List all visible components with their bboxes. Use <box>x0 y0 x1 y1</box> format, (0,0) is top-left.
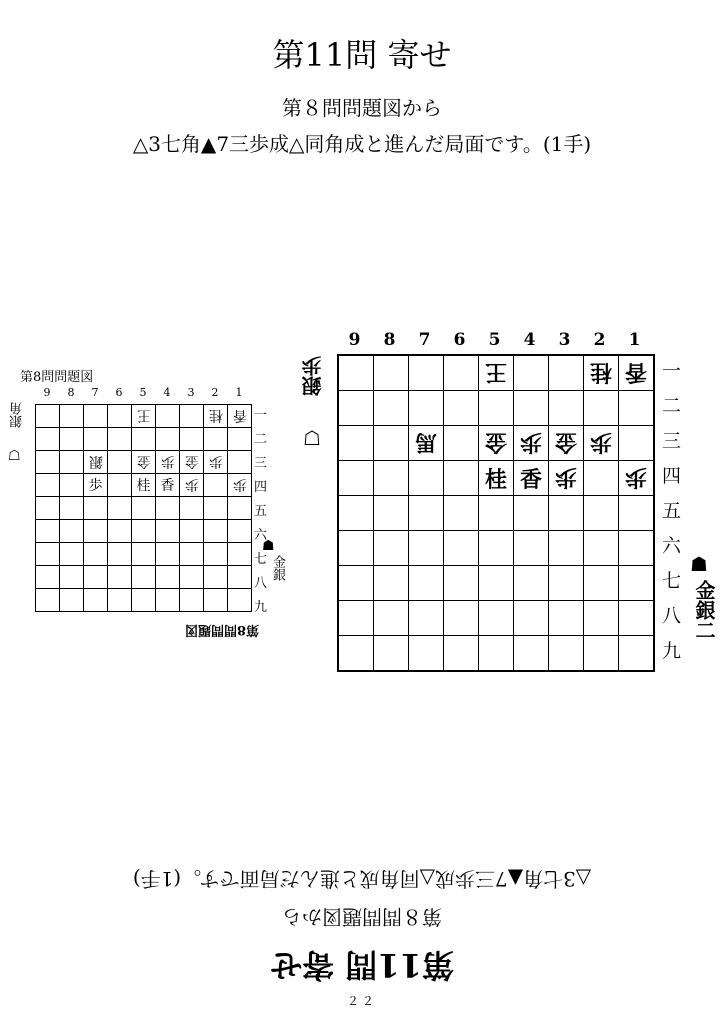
board-square <box>108 497 132 520</box>
board-square <box>180 451 204 474</box>
column-label: 1 <box>235 386 243 399</box>
board-square <box>60 405 84 428</box>
page-title: 第11問 寄せ <box>272 36 452 74</box>
board-square <box>204 405 228 428</box>
board-square <box>156 543 180 566</box>
board-square <box>60 451 84 474</box>
board-square <box>204 451 228 474</box>
shogi-piece: 王 <box>484 358 507 385</box>
board-square <box>36 497 60 520</box>
column-label: 2 <box>211 386 219 399</box>
board-square <box>228 589 252 612</box>
board-square <box>409 426 444 461</box>
column-label: 1 <box>628 330 641 350</box>
board-square <box>338 496 374 531</box>
board-square <box>374 601 409 636</box>
column-label: 7 <box>91 386 99 399</box>
row-label: 九 <box>662 640 682 662</box>
board-row <box>338 426 654 461</box>
board-square <box>60 543 84 566</box>
board-row <box>338 355 654 391</box>
board-square <box>374 566 409 601</box>
board-square <box>549 496 584 531</box>
small-sente-pentagon-icon: ☗ <box>262 538 275 554</box>
column-label: 4 <box>163 386 171 399</box>
board-square <box>108 405 132 428</box>
row-label: 八 <box>662 605 682 627</box>
row-label: 五 <box>254 504 268 519</box>
board-square <box>338 461 374 496</box>
shogi-piece: 金 <box>484 428 507 455</box>
board-square <box>132 497 156 520</box>
board-square <box>228 474 252 497</box>
row-label: 八 <box>254 576 268 591</box>
column-label: 8 <box>383 330 396 350</box>
shogi-piece: 歩 <box>88 478 103 494</box>
board-square <box>479 531 514 566</box>
board-row <box>338 531 654 566</box>
board-row <box>36 520 252 543</box>
board-square <box>444 426 479 461</box>
shogi-piece: 歩 <box>589 428 612 455</box>
board-square <box>549 531 584 566</box>
board-square <box>108 428 132 451</box>
board-square <box>36 520 60 543</box>
board-square <box>444 636 479 672</box>
shogi-piece: 王 <box>136 407 151 423</box>
row-label: 六 <box>254 528 268 543</box>
board-row <box>338 391 654 426</box>
column-label: 3 <box>187 386 195 399</box>
board-square <box>36 474 60 497</box>
board-square <box>584 601 619 636</box>
board-square <box>204 474 228 497</box>
board-square <box>514 496 549 531</box>
board-square <box>619 636 655 672</box>
board-square <box>338 355 374 391</box>
board-square <box>584 461 619 496</box>
board-square <box>479 496 514 531</box>
shogi-piece: 金 <box>184 453 199 469</box>
board-square <box>156 428 180 451</box>
board-square <box>409 636 444 672</box>
board-square <box>204 428 228 451</box>
column-label: 4 <box>523 330 536 350</box>
board-square <box>479 391 514 426</box>
board-square <box>180 589 204 612</box>
board-square <box>60 520 84 543</box>
row-label: 一 <box>662 360 682 382</box>
shogi-piece: 歩 <box>554 463 577 490</box>
board-square <box>204 520 228 543</box>
board-row <box>36 451 252 474</box>
shogi-piece: 歩 <box>232 476 247 492</box>
board-row <box>36 428 252 451</box>
board-square <box>374 496 409 531</box>
small-gote-triangle-icon: ☖ <box>8 448 21 464</box>
board-square <box>338 566 374 601</box>
board-square <box>132 405 156 428</box>
column-label: 2 <box>593 330 606 350</box>
large-gote-hand: 銀歩 <box>301 356 325 396</box>
board-square <box>60 589 84 612</box>
board-square <box>619 426 655 461</box>
column-label: 3 <box>558 330 571 350</box>
board-square <box>84 589 108 612</box>
shogi-piece: 歩 <box>208 453 223 469</box>
board-square <box>514 636 549 672</box>
board-square <box>132 566 156 589</box>
board-square <box>228 520 252 543</box>
column-label: 8 <box>67 386 75 399</box>
board-square <box>84 474 108 497</box>
board-square <box>156 497 180 520</box>
board-row <box>338 636 654 672</box>
board-square <box>374 461 409 496</box>
board-square <box>156 520 180 543</box>
board-row <box>36 566 252 589</box>
moves-description: △3七角▲7三歩成△同角成と進んだ局面です。(1手) <box>132 132 592 156</box>
board-square <box>228 428 252 451</box>
board-square <box>514 566 549 601</box>
board-square <box>156 474 180 497</box>
shogi-piece: 歩 <box>624 463 647 490</box>
board-square <box>514 355 549 391</box>
board-row <box>36 474 252 497</box>
board-square <box>204 543 228 566</box>
board-square <box>444 531 479 566</box>
row-label: 四 <box>662 465 682 487</box>
small-gote-hand: 銀角 <box>10 402 25 428</box>
board-square <box>444 601 479 636</box>
row-label: 二 <box>662 395 682 417</box>
board-square <box>36 589 60 612</box>
board-square <box>409 566 444 601</box>
board-square <box>374 636 409 672</box>
shogi-piece: 香 <box>232 407 247 423</box>
board-square <box>549 461 584 496</box>
large-sente-hand: 金銀二 <box>692 580 716 640</box>
board-square <box>549 636 584 672</box>
small-board-column-labels <box>35 386 251 399</box>
board-square <box>619 601 655 636</box>
board-square <box>514 461 549 496</box>
board-square <box>584 391 619 426</box>
board-row <box>338 461 654 496</box>
board-square <box>84 451 108 474</box>
board-square <box>60 474 84 497</box>
large-board-column-labels <box>337 330 652 350</box>
board-square <box>156 405 180 428</box>
board-square <box>444 566 479 601</box>
board-square <box>108 520 132 543</box>
board-square <box>204 497 228 520</box>
board-square <box>36 451 60 474</box>
row-label: 三 <box>254 456 268 471</box>
board-square <box>549 355 584 391</box>
board-square <box>156 451 180 474</box>
large-sente-pentagon-icon: ☗ <box>690 552 708 576</box>
row-label: 六 <box>662 535 682 557</box>
board-square <box>60 566 84 589</box>
board-square <box>514 531 549 566</box>
board-square <box>228 405 252 428</box>
board-square <box>444 496 479 531</box>
board-square <box>132 428 156 451</box>
board-square <box>549 426 584 461</box>
board-square <box>549 391 584 426</box>
board-square <box>409 496 444 531</box>
row-label: 九 <box>254 600 268 615</box>
shogi-piece: 歩 <box>519 428 542 455</box>
row-label: 四 <box>254 480 268 495</box>
shogi-piece: 香 <box>519 466 542 493</box>
board-square <box>549 566 584 601</box>
footer-subtitle: 第８問問題図から <box>282 905 442 929</box>
small-board-label-flipped: 第8問問題図 <box>185 622 260 637</box>
small-board-row-labels <box>254 404 267 620</box>
board-square <box>619 566 655 601</box>
board-square <box>108 589 132 612</box>
large-gote-triangle-icon: ☖ <box>303 426 321 450</box>
board-square <box>204 589 228 612</box>
large-board <box>337 354 655 672</box>
row-label: 三 <box>662 430 682 452</box>
column-label: 5 <box>139 386 147 399</box>
shogi-piece: 香 <box>160 478 175 494</box>
row-label: 一 <box>254 408 268 423</box>
board-square <box>549 601 584 636</box>
shogi-piece: 馬 <box>414 428 437 455</box>
board-square <box>180 428 204 451</box>
large-board-row-labels <box>662 354 681 669</box>
board-square <box>409 461 444 496</box>
board-square <box>132 589 156 612</box>
board-square <box>479 636 514 672</box>
column-label: 6 <box>115 386 123 399</box>
board-square <box>132 474 156 497</box>
board-square <box>584 531 619 566</box>
shogi-piece: 桂 <box>136 478 151 494</box>
board-square <box>132 520 156 543</box>
board-square <box>180 543 204 566</box>
row-label: 二 <box>254 432 268 447</box>
board-square <box>338 531 374 566</box>
column-label: 5 <box>488 330 501 350</box>
small-board <box>35 404 252 612</box>
board-row <box>36 497 252 520</box>
board-square <box>409 391 444 426</box>
board-square <box>619 355 655 391</box>
board-square <box>409 601 444 636</box>
shogi-piece: 金 <box>136 453 151 469</box>
board-square <box>180 405 204 428</box>
small-board-label: 第8問問題図 <box>20 370 94 385</box>
board-square <box>584 355 619 391</box>
shogi-piece: 歩 <box>184 476 199 492</box>
board-square <box>619 461 655 496</box>
board-square <box>228 497 252 520</box>
board-square <box>584 566 619 601</box>
board-row <box>36 405 252 428</box>
board-square <box>479 461 514 496</box>
page-subtitle: 第８問問題図から <box>282 96 442 120</box>
board-square <box>60 497 84 520</box>
board-square <box>338 636 374 672</box>
shogi-piece: 金 <box>554 428 577 455</box>
board-square <box>514 601 549 636</box>
board-square <box>84 405 108 428</box>
board-square <box>84 543 108 566</box>
board-square <box>619 496 655 531</box>
board-square <box>228 451 252 474</box>
board-square <box>228 543 252 566</box>
board-square <box>180 497 204 520</box>
board-square <box>374 531 409 566</box>
board-row <box>338 601 654 636</box>
board-square <box>108 543 132 566</box>
board-row <box>338 496 654 531</box>
shogi-piece: 桂 <box>484 466 507 493</box>
board-row <box>36 543 252 566</box>
shogi-piece: 歩 <box>160 453 175 469</box>
board-square <box>228 566 252 589</box>
board-square <box>514 391 549 426</box>
shogi-piece: 桂 <box>208 407 223 423</box>
board-square <box>584 426 619 461</box>
board-square <box>584 496 619 531</box>
shogi-piece: 銀 <box>88 453 103 469</box>
board-square <box>36 405 60 428</box>
board-square <box>156 566 180 589</box>
board-square <box>156 589 180 612</box>
board-square <box>180 474 204 497</box>
board-square <box>108 451 132 474</box>
board-square <box>409 355 444 391</box>
board-row <box>338 566 654 601</box>
board-square <box>36 543 60 566</box>
board-square <box>84 497 108 520</box>
column-label: 9 <box>43 386 51 399</box>
board-square <box>514 426 549 461</box>
footer-title: 第11問 寄せ <box>270 946 454 984</box>
board-square <box>338 601 374 636</box>
row-label: 七 <box>662 570 682 592</box>
column-label: 7 <box>418 330 431 350</box>
board-square <box>180 520 204 543</box>
board-square <box>479 601 514 636</box>
column-label: 9 <box>348 330 361 350</box>
board-square <box>479 426 514 461</box>
shogi-piece: 桂 <box>589 358 612 385</box>
board-square <box>619 531 655 566</box>
board-square <box>444 461 479 496</box>
board-square <box>60 428 84 451</box>
board-square <box>444 391 479 426</box>
board-square <box>409 531 444 566</box>
board-square <box>479 566 514 601</box>
board-square <box>132 543 156 566</box>
board-square <box>584 636 619 672</box>
board-square <box>338 426 374 461</box>
board-square <box>204 566 228 589</box>
board-square <box>108 566 132 589</box>
row-label: 五 <box>662 500 682 522</box>
board-square <box>36 428 60 451</box>
board-square <box>84 566 108 589</box>
shogi-piece: 香 <box>624 358 647 385</box>
board-square <box>619 391 655 426</box>
board-square <box>374 391 409 426</box>
board-square <box>108 474 132 497</box>
page-number: ２２ <box>346 994 377 1008</box>
board-square <box>479 355 514 391</box>
board-square <box>374 426 409 461</box>
board-square <box>36 566 60 589</box>
board-square <box>132 451 156 474</box>
board-square <box>84 520 108 543</box>
small-sente-hand: 金銀 <box>270 555 285 581</box>
column-label: 6 <box>453 330 466 350</box>
row-label: 七 <box>254 552 268 567</box>
board-square <box>338 391 374 426</box>
footer-moves-description: △3七角▲7三歩成△同角成と進んだ局面です。(1手) <box>132 867 592 891</box>
board-square <box>180 566 204 589</box>
board-square <box>444 355 479 391</box>
board-square <box>84 428 108 451</box>
board-row <box>36 589 252 612</box>
board-square <box>374 355 409 391</box>
